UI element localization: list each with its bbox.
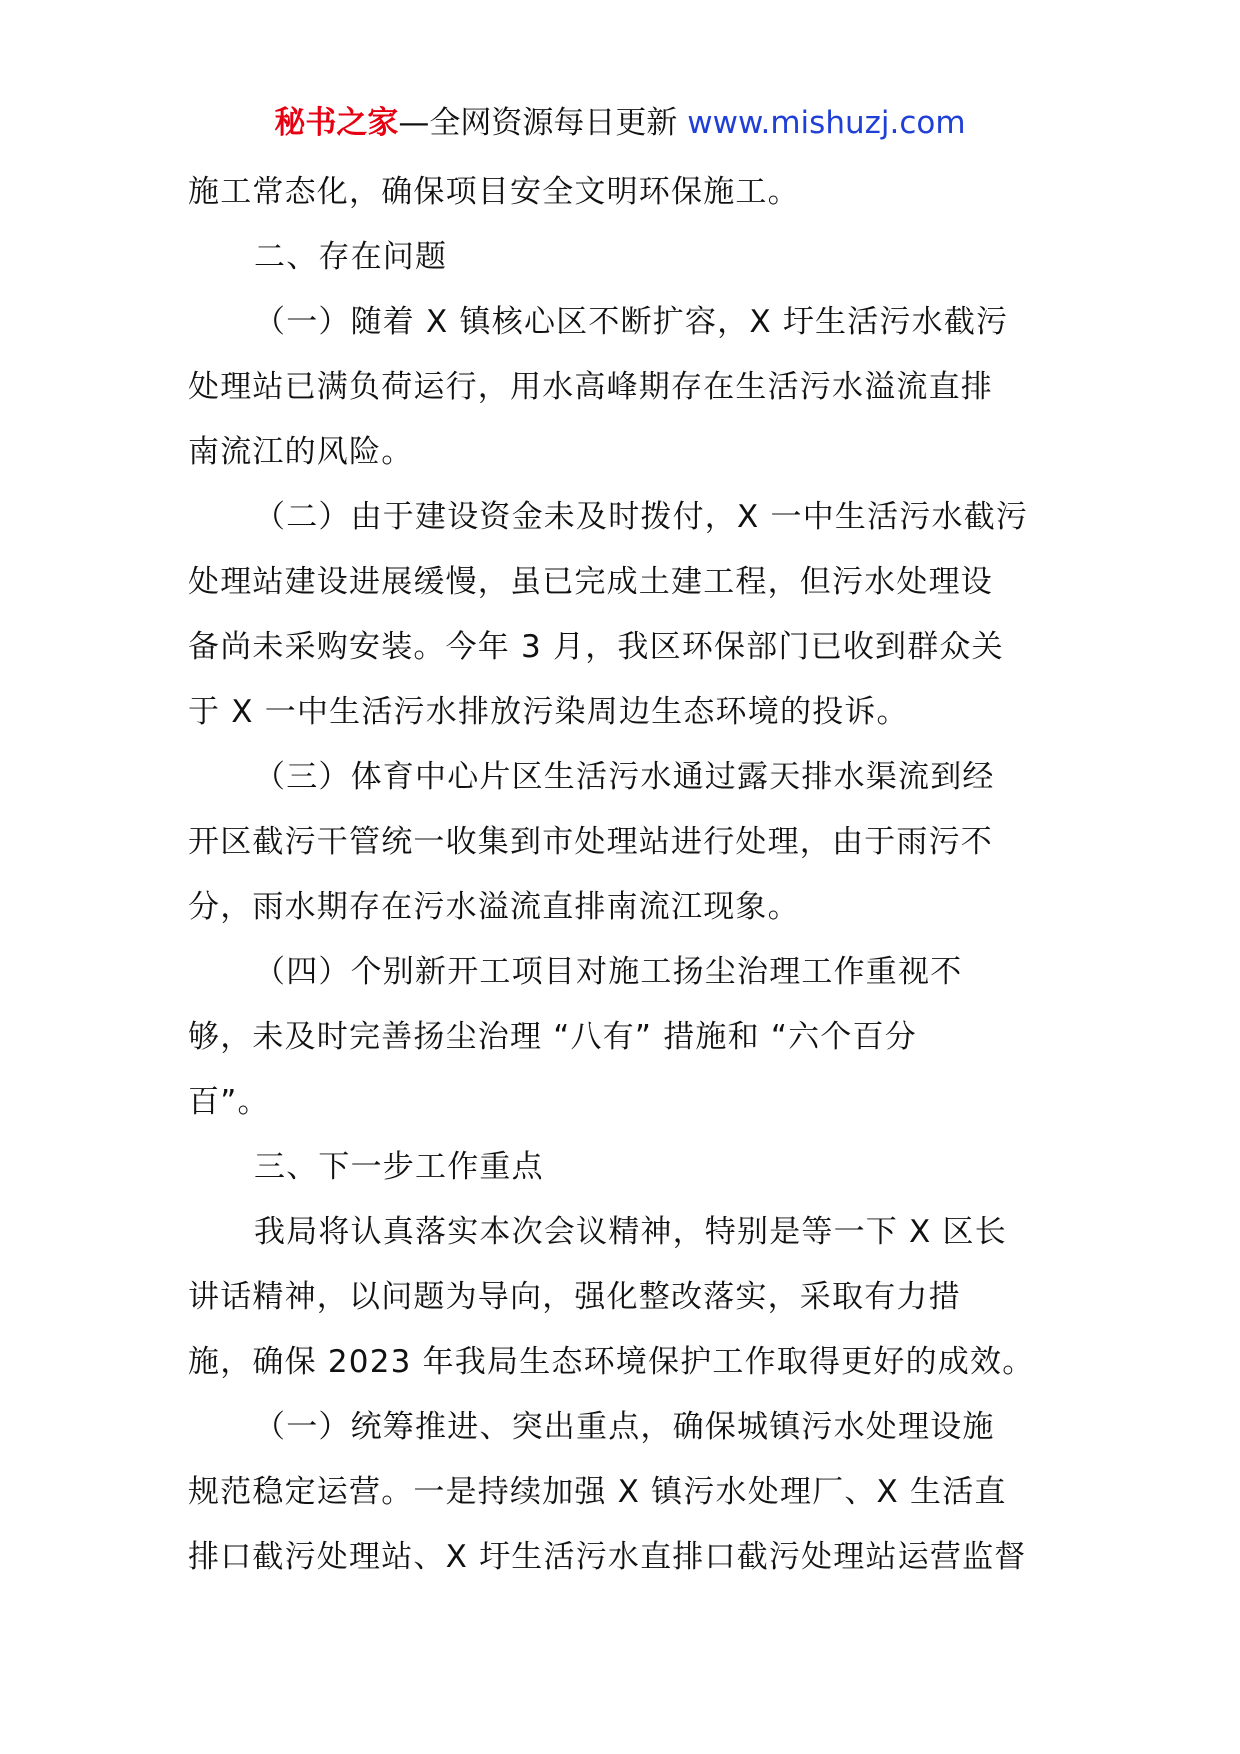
paragraph-line: 南流江的风险。 (188, 434, 414, 470)
paragraph-line: 百”。 (188, 1084, 270, 1120)
paragraph-line: 够，未及时完善扬尘治理 “八有” 措施和 “六个百分 (188, 1019, 917, 1055)
paragraph-line: 施工常态化，确保项目安全文明环保施工。 (188, 174, 800, 210)
paragraph-line: 排口截污处理站、X 圩生活污水直排口截污处理站运营监督 (188, 1539, 1027, 1575)
paragraph-line: （二）由于建设资金未及时拨付，X 一中生活污水截污 (254, 499, 1029, 535)
paragraph-line: （三）体育中心片区生活污水通过露天排水渠流到经 (254, 759, 995, 795)
paragraph-line: 处理站建设进展缓慢，虽已完成土建工程，但污水处理设 (188, 564, 993, 600)
paragraph-line: 于 X 一中生活污水排放污染周边生态环境的投诉。 (188, 694, 909, 730)
paragraph-line: 讲话精神，以问题为导向，强化整改落实，采取有力措 (188, 1279, 961, 1315)
paragraph-line: 我局将认真落实本次会议精神，特别是等一下 X 区长 (254, 1214, 1007, 1250)
brand-name: 秘书之家 (274, 105, 399, 141)
section-heading: 二、存在问题 (254, 239, 448, 275)
paragraph-line: 处理站已满负荷运行，用水高峰期存在生活污水溢流直排 (188, 369, 993, 405)
paragraph-line: 规范稳定运营。一是持续加强 X 镇污水处理厂、X 生活直 (188, 1474, 1007, 1510)
document-body (188, 160, 1068, 1590)
paragraph-line: （一）统筹推进、突出重点，确保城镇污水处理设施 (254, 1409, 995, 1445)
paragraph-line: 施，确保 2023 年我局生态环境保护工作取得更好的成效。 (188, 1344, 1035, 1380)
paragraph-line: 备尚未采购安装。今年 3 月，我区环保部门已收到群众关 (188, 629, 1004, 665)
paragraph-line: （一）随着 X 镇核心区不断扩容，X 圩生活污水截污 (254, 304, 1009, 340)
paragraph-line: 分，雨水期存在污水溢流直排南流江现象。 (188, 889, 800, 925)
section-heading: 三、下一步工作重点 (254, 1149, 544, 1185)
header-tagline: —全网资源每日更新 (398, 105, 678, 141)
paragraph-line: 开区截污干管统一收集到市处理站进行处理，由于雨污不 (188, 824, 993, 860)
watermark-header (0, 98, 1240, 148)
paragraph-line: （四）个别新开工项目对施工扬尘治理工作重视不 (254, 954, 963, 990)
site-url: www.mishuzj.com (687, 105, 966, 141)
